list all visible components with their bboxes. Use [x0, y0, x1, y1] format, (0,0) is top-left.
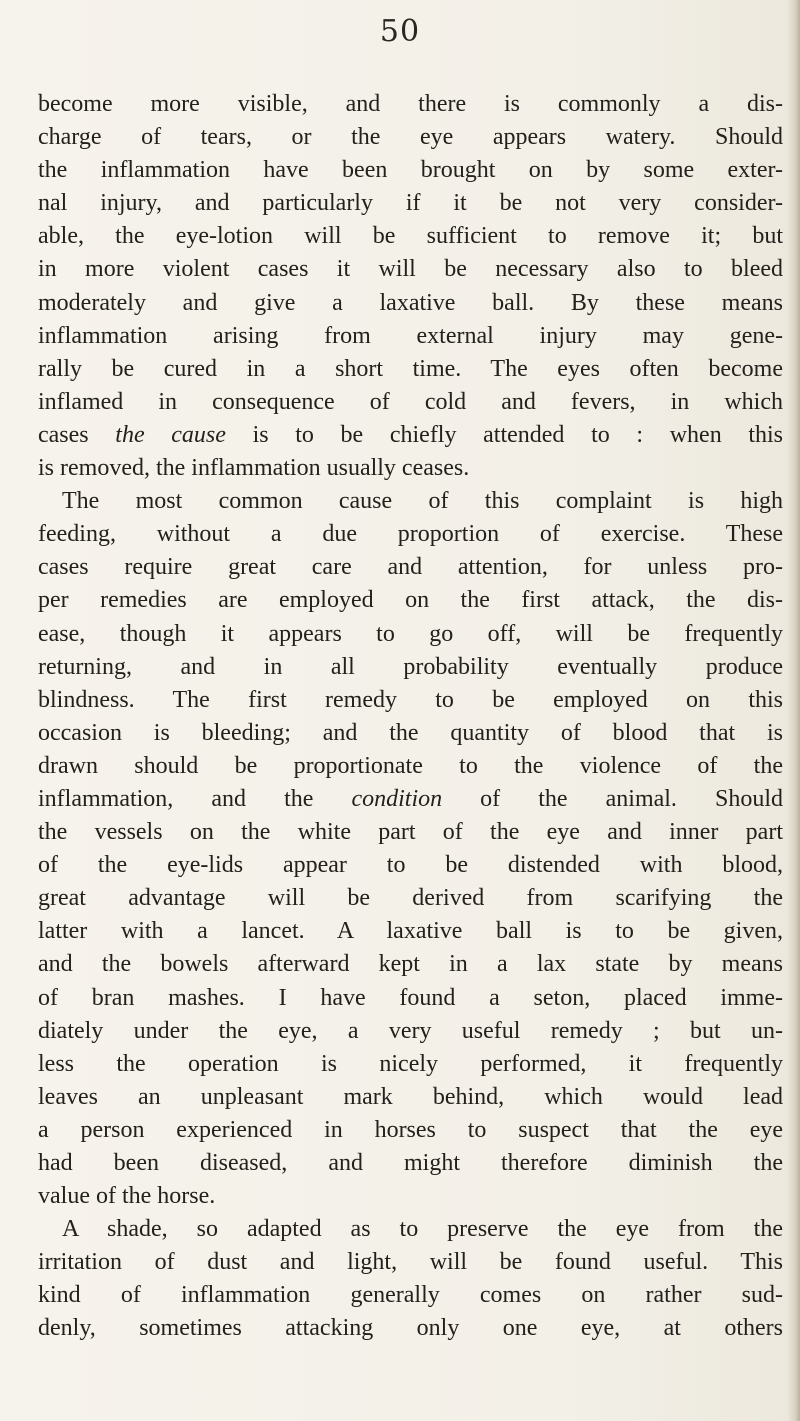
- text-line: moderately and give a laxative ball. By these means: [38, 289, 783, 316]
- emphasis-text: condition: [351, 785, 443, 812]
- page-edge-shadow: [788, 0, 800, 1421]
- text-line: A shade, so adapted as to preserve the eye from the: [62, 1216, 783, 1243]
- text-line: in more violent cases it will be necessary also to bleed: [38, 256, 783, 283]
- text-line: cases require great care and attention, for unless pro-: [38, 554, 783, 581]
- text-line: drawn should be proportionate to the violence of the: [38, 752, 783, 779]
- text-line: latter with a lancet. A laxative ball is to be given,: [38, 918, 783, 945]
- text-line: and the bowels afterward kept in a lax state by means: [38, 951, 783, 978]
- text-line: charge of tears, or the eye appears watery. Should: [38, 124, 783, 151]
- text-line: of the eye-lids appear to be distended with blood,: [38, 852, 783, 879]
- text-line: blindness. The first remedy to be employed on this: [38, 686, 783, 713]
- text-line: occasion is bleeding; and the quantity of blood that is: [38, 719, 783, 746]
- text-line: inflamed in consequence of cold and fevers, in which: [38, 388, 783, 415]
- text-line: inflammation arising from external injury may gene-: [38, 322, 783, 349]
- text-line: feeding, without a due proportion of exercise. These: [38, 521, 783, 548]
- text-line: a person experienced in horses to suspect that the eye: [38, 1116, 783, 1143]
- text-line: able, the eye-lotion will be sufficient to remove it; but: [38, 223, 783, 250]
- text-line: become more visible, and there is commonly a dis-: [38, 91, 783, 117]
- text-line: irritation of dust and light, will be found useful. This: [38, 1249, 783, 1276]
- page-number: 50: [379, 14, 421, 49]
- text-line: less the operation is nicely performed, it frequently: [38, 1050, 783, 1077]
- text-line: per remedies are employed on the first attack, the dis-: [38, 587, 783, 614]
- text-line: is removed, the inflammation usually ceases.: [38, 455, 470, 482]
- text-line: diately under the eye, a very useful remedy ; but un-: [38, 1017, 783, 1044]
- text-line: inflammation, and the condition of the animal. Should: [38, 785, 784, 812]
- text-line: returning, and in all probability eventually produce: [38, 653, 783, 680]
- emphasis-text: the cause: [115, 421, 226, 448]
- text-line: cases the cause is to be chiefly attended to : when this: [38, 421, 784, 448]
- text-line: The most common cause of this complaint is high: [62, 488, 783, 515]
- text-line: the inflammation have been brought on by some exter-: [38, 157, 783, 184]
- body-text: [38, 88, 783, 1346]
- text-line: had been diseased, and might therefore diminish the: [38, 1150, 783, 1176]
- text-line: rally be cured in a short time. The eyes often become: [38, 355, 783, 382]
- text-line: ease, though it appears to go off, will be frequently: [38, 620, 783, 647]
- text-line: great advantage will be derived from scarifying the: [38, 885, 783, 912]
- text-line: nal injury, and particularly if it be not very consider-: [38, 190, 783, 217]
- text-line: value of the horse.: [38, 1183, 216, 1210]
- text-line: denly, sometimes attacking only one eye, at others: [38, 1315, 783, 1342]
- text-line: the vessels on the white part of the eye and inner part: [38, 819, 783, 846]
- text-line: leaves an unpleasant mark behind, which would lead: [38, 1083, 783, 1110]
- text-line: kind of inflammation generally comes on rather sud-: [38, 1282, 783, 1309]
- text-line: of bran mashes. I have found a seton, placed imme-: [38, 984, 783, 1011]
